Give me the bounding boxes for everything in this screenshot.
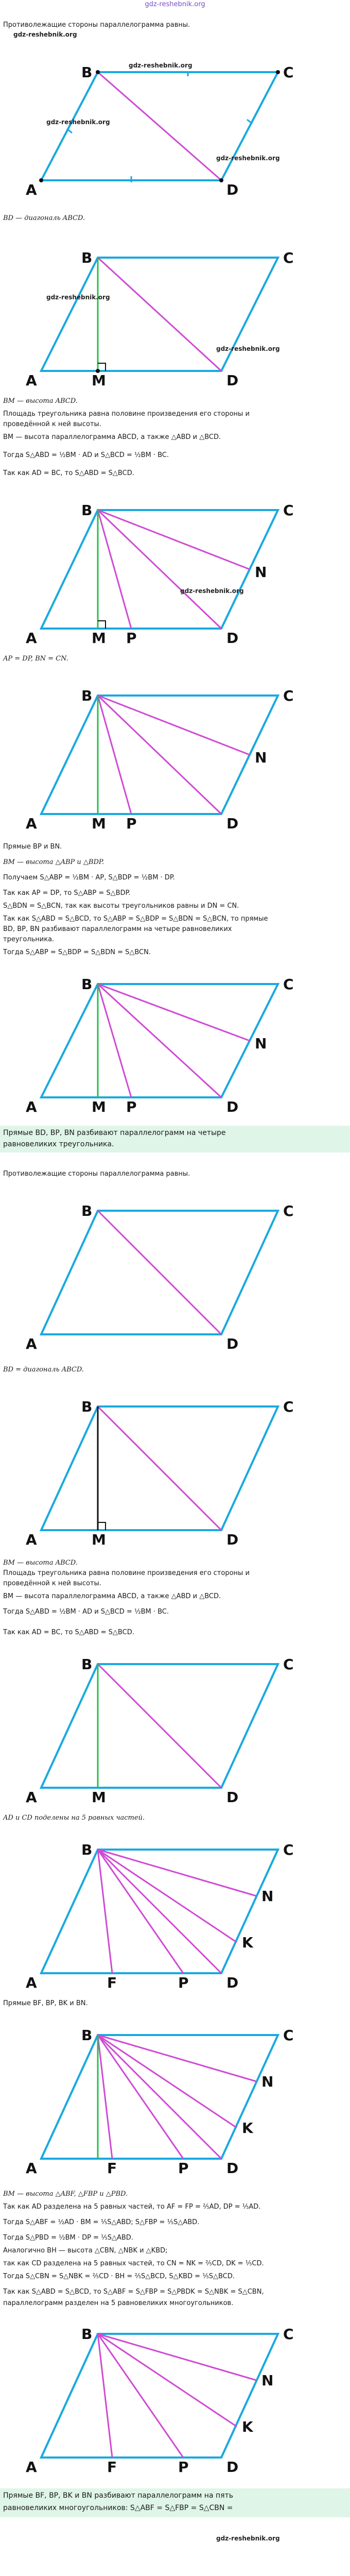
figure-five-split bbox=[21, 1834, 329, 1989]
text-since-ad: Так как AD разделена на 5 равных частей, то AF = FP = ⅖AD, DP = ⅕AD. bbox=[3, 2203, 261, 2211]
vertex-label-d: D bbox=[226, 1531, 239, 1546]
text-area-rule-1: Площадь треугольника равна половине произведения его стороны и bbox=[3, 410, 250, 418]
text-bm-height: BM — высота параллелограмма ABCD, а также △ABD и △BCD. bbox=[3, 433, 221, 441]
vertex-label-a: A bbox=[26, 1335, 37, 1350]
text-then-cbn: Тогда S△CBN = S△NBK = ⅖CD · BH = ⅖S△BCD, S△KBD = ⅕S△BCD. bbox=[3, 2273, 235, 2280]
vertex-label-p: P bbox=[126, 1098, 137, 1113]
watermark: gdz-reshebnik.org bbox=[129, 62, 192, 69]
text-cd-split: так как CD разделена на 5 равных частей, то CN = NK = ⅖CD, DK = ⅕CD. bbox=[3, 2260, 264, 2267]
answer-text-3: Прямые BF, BP, BK и BN разбивают параллелограмм на пять bbox=[3, 2492, 233, 2500]
vertex-label-n: N bbox=[255, 564, 267, 581]
watermark: gdz-reshebnik.org bbox=[216, 155, 280, 162]
vertex-label-f: F bbox=[107, 2459, 117, 2473]
text-bm-height-2: BM — высота △ABP и △BDP. bbox=[3, 858, 104, 866]
text-then-4: Так как AD = BC, то S△ABD = S△BCD. bbox=[3, 1629, 134, 1636]
vertex-label-c: C bbox=[283, 502, 294, 519]
text-then-pbd: Тогда S△PBD = ½BM · DP = ⅕S△ABD. bbox=[3, 2234, 133, 2242]
vertex-label-c: C bbox=[283, 2326, 294, 2343]
text-conclusion: Тогда S△ABP = S△BDP = S△BDN = S△BCN. bbox=[3, 948, 151, 956]
vertex-label-m: M bbox=[92, 1531, 106, 1546]
vertex-label-f: F bbox=[107, 2160, 117, 2174]
text-intro-2: Противолежащие стороны параллелограмма равны. bbox=[3, 1170, 190, 1178]
vertex-label-d: D bbox=[226, 2459, 239, 2473]
text-area-rule-2: проведённой к ней высоты. bbox=[3, 420, 101, 428]
answer-text-4: равновеликих многоугольников: S△ABF = S△FBP = S△CBN = bbox=[3, 2504, 233, 2512]
vertex-label-n: N bbox=[255, 1035, 267, 1052]
vertex-label-b: B bbox=[81, 502, 93, 519]
text-then-2: Так как AD = BC, то S△ABD = S△BCD. bbox=[3, 469, 134, 477]
vertex-label-n: N bbox=[255, 749, 267, 766]
text-triangles: треугольника. bbox=[3, 936, 55, 943]
figure-height-bm bbox=[21, 242, 329, 386]
text-bm-height-4: BM — высота △ABF, △FBP и △PBD. bbox=[3, 2190, 128, 2198]
figure-bp-bn bbox=[21, 680, 329, 829]
vertex-label-m: M bbox=[92, 1098, 106, 1113]
figure-height-2 bbox=[21, 1391, 329, 1546]
vertex-label-b: B bbox=[81, 2326, 93, 2343]
vertex-label-a: A bbox=[26, 630, 37, 644]
text-area-rule-3: Площадь треугольника равна половине произведения его стороны и bbox=[3, 1569, 250, 1577]
vertex-label-d: D bbox=[226, 1335, 239, 1350]
vertex-label-b: B bbox=[81, 976, 93, 993]
watermark: gdz-reshebnik.org bbox=[216, 2535, 280, 2542]
vertex-label-a: A bbox=[26, 181, 37, 196]
text-then-abf: Тогда S△ABF = ½AD · BM = ⅕S△ABD; S△FBP = ⅕S△ABD. bbox=[3, 2218, 200, 2226]
vertex-label-f: F bbox=[107, 1974, 117, 1989]
site-link[interactable]: gdz-reshebnik.org bbox=[145, 1, 205, 8]
vertex-label-d: D bbox=[226, 1974, 239, 1989]
watermark: gdz-reshebnik.org bbox=[46, 294, 110, 301]
vertex-label-a: A bbox=[26, 1789, 37, 1803]
text-since-abd-2: Так как S△ABD = S△BCD, то S△ABF = S△FBP = S△PBDK = S△NBK = S△CBN, bbox=[3, 2288, 264, 2296]
text-then-1: Тогда S△ABD = ½BM · AD и S△BCD = ½BM · BC. bbox=[3, 451, 169, 459]
vertex-label-k: K bbox=[242, 1934, 253, 1951]
watermark: gdz-reshebnik.org bbox=[13, 31, 77, 38]
vertex-label-a: A bbox=[26, 1531, 37, 1546]
figure-midpoints bbox=[21, 495, 329, 644]
vertex-label-p: P bbox=[126, 630, 137, 644]
watermark: gdz-reshebnik.org bbox=[216, 345, 280, 352]
vertex-label-b: B bbox=[81, 249, 93, 266]
text-then-3: Тогда S△ABD = ½BM · AD и S△BCD = ½BM · BC. bbox=[3, 1608, 169, 1616]
text-intro: Противолежащие стороны параллелограмма равны. bbox=[3, 21, 190, 29]
figure-five-split-2 bbox=[21, 2020, 329, 2174]
text-bm-height-3: BM — высота параллелограмма ABCD, а также △ABD и △BCD. bbox=[3, 1592, 221, 1600]
vertex-label-c: C bbox=[283, 687, 294, 704]
vertex-label-c: C bbox=[283, 1398, 294, 1415]
text-ap-dp: AP = DP, BN = CN. bbox=[3, 655, 68, 663]
vertex-label-n: N bbox=[261, 2073, 274, 2090]
text-analog: Аналогично BH — высота △CBN, △NBK и △KBD; bbox=[3, 2247, 168, 2255]
vertex-label-m: M bbox=[92, 1789, 106, 1803]
text-height: BM — высота ABCD. bbox=[3, 397, 78, 405]
watermark: gdz-reshebnik.org bbox=[46, 118, 110, 126]
text-diagonal-2: BD = диагональ ABCD. bbox=[3, 1366, 84, 1374]
vertex-label-c: C bbox=[283, 976, 294, 993]
vertex-label-p: P bbox=[178, 1974, 189, 1989]
figure-ticks bbox=[21, 1649, 329, 1803]
watermark: gdz-reshebnik.org bbox=[180, 587, 244, 595]
text-since-abd: Так как S△ABD = S△BCD, то S△ABP = S△BDP = S△BDN = S△BCN, то прямые bbox=[3, 915, 268, 923]
vertex-label-b: B bbox=[81, 1656, 93, 1673]
vertex-label-c: C bbox=[283, 249, 294, 266]
vertex-label-k: K bbox=[242, 2418, 253, 2435]
vertex-label-m: M bbox=[92, 372, 106, 386]
vertex-label-b: B bbox=[81, 687, 93, 704]
vertex-label-a: A bbox=[26, 1974, 37, 1989]
text-since-ap: Так как AP = DP, то S△ABP = S△BDP. bbox=[3, 889, 131, 897]
text-height-2: BM — высота ABCD. bbox=[3, 1559, 78, 1567]
vertex-label-b: B bbox=[81, 1398, 93, 1415]
vertex-label-d: D bbox=[226, 1098, 239, 1113]
vertex-label-c: C bbox=[283, 1656, 294, 1673]
vertex-label-d: D bbox=[226, 815, 239, 829]
vertex-label-k: K bbox=[242, 2120, 253, 2137]
vertex-label-p: P bbox=[178, 2160, 189, 2174]
vertex-label-d: D bbox=[226, 630, 239, 644]
text-lines: Прямые BF, BP, BK и BN. bbox=[3, 1999, 88, 2007]
vertex-label-c: C bbox=[283, 2027, 294, 2044]
text-similarly: S△BDN = S△BCN, так как высоты треугольников равны и DN = CN. bbox=[3, 902, 239, 910]
vertex-label-m: M bbox=[92, 815, 106, 829]
text-divide: BD, BP, BN разбивают параллелограмм на четыре равновеликих bbox=[3, 925, 232, 933]
text-diagonal: BD — диагональ ABCD. bbox=[3, 214, 85, 222]
answer-text-2: равновеликих треугольника. bbox=[3, 1140, 114, 1148]
answer-box-2 bbox=[0, 2488, 350, 2517]
vertex-label-b: B bbox=[81, 64, 93, 81]
vertex-label-a: A bbox=[26, 2160, 37, 2174]
vertex-label-d: D bbox=[226, 2160, 239, 2174]
vertex-label-m: M bbox=[92, 630, 106, 644]
vertex-label-p: P bbox=[126, 815, 137, 829]
figure-final-2 bbox=[21, 2318, 329, 2473]
vertex-label-a: A bbox=[26, 815, 37, 829]
vertex-label-d: D bbox=[226, 372, 239, 386]
figure-final-1 bbox=[21, 969, 329, 1113]
vertex-label-n: N bbox=[261, 2372, 274, 2389]
vertex-label-d: D bbox=[226, 181, 239, 196]
text-split5: AD и CD поделены на 5 равных частей. bbox=[3, 1814, 145, 1822]
vertex-label-c: C bbox=[283, 1202, 294, 1219]
text-straight-bp: Прямые BP и BN. bbox=[3, 843, 62, 851]
vertex-label-b: B bbox=[81, 1841, 93, 1858]
text-area-rule-4: проведённой к ней высоты. bbox=[3, 1580, 101, 1587]
vertex-label-b: B bbox=[81, 2027, 93, 2044]
figure-parallelogram-diagonal bbox=[21, 62, 329, 196]
answer-text-1: Прямые BD, BP, BN разбивают параллелограмм на четыре bbox=[3, 1129, 226, 1137]
vertex-label-c: C bbox=[283, 1841, 294, 1858]
answer-box-1 bbox=[0, 1126, 350, 1153]
figure-parallelogram-2 bbox=[21, 1195, 329, 1350]
vertex-label-p: P bbox=[178, 2459, 189, 2473]
text-got: Получаем S△ABP = ½BM · AP, S△BDP = ½BM · DP. bbox=[3, 874, 175, 882]
text-conclusion-2: параллелограмм разделен на 5 равновеликих многоугольников. bbox=[3, 2299, 234, 2307]
vertex-label-a: A bbox=[26, 1098, 37, 1113]
vertex-label-d: D bbox=[226, 1789, 239, 1803]
vertex-label-c: C bbox=[283, 64, 294, 81]
vertex-label-b: B bbox=[81, 1202, 93, 1219]
vertex-label-n: N bbox=[261, 1888, 274, 1905]
vertex-label-a: A bbox=[26, 372, 37, 386]
vertex-label-a: A bbox=[26, 2459, 37, 2473]
